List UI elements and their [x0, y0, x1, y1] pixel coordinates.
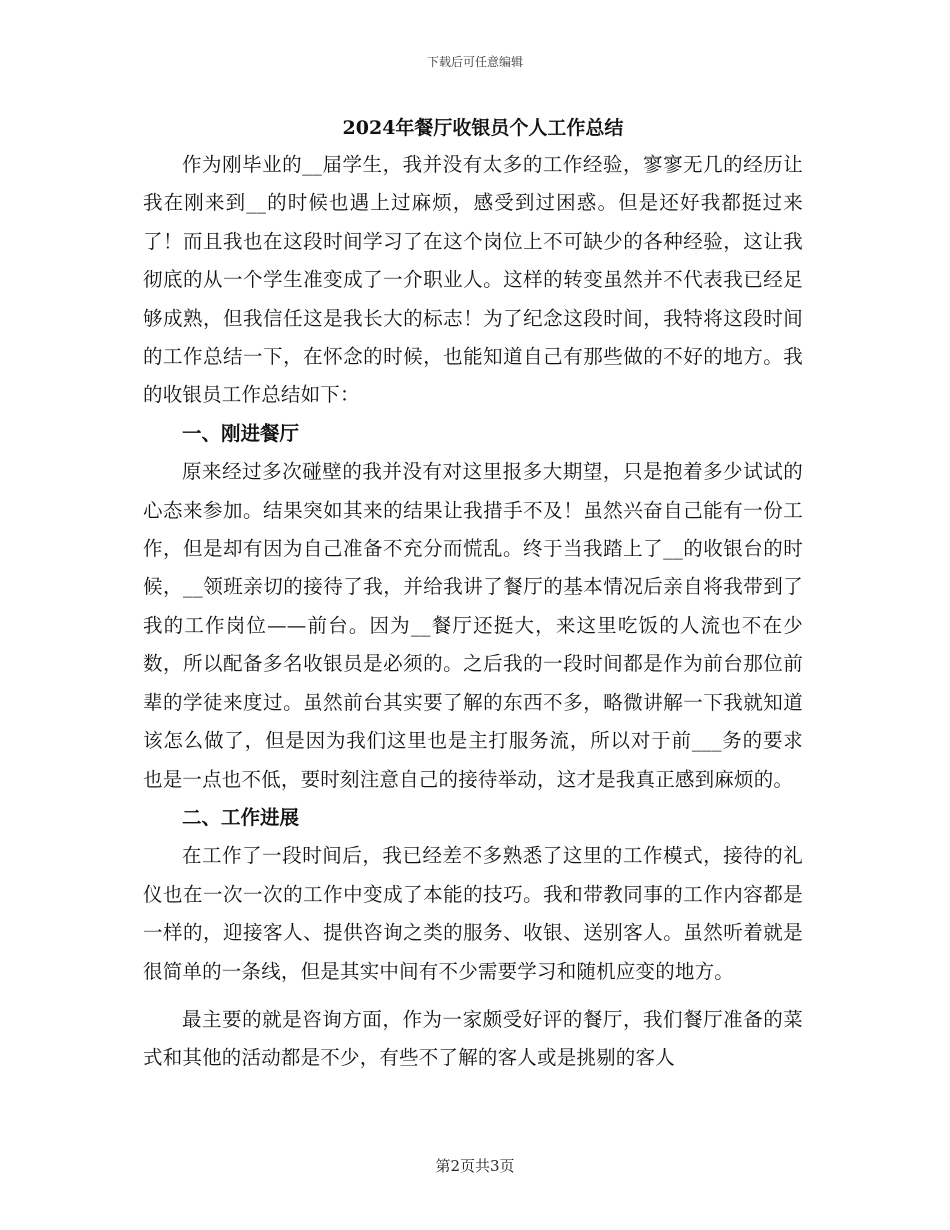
document-body [143, 112, 803, 1078]
intro-paragraph: 作为刚毕业的__届学生，我并没有太多的工作经验，寥寥无几的经历让我在刚来到__的时候也遇上过麻烦，感受到过困惑。但是还好我都挺过来了！而且我也在这段时间学习了在这个岗位上不可缺少的各种经验，这让我彻底的从一个学生准变成了一介职业人。这样的转变虽然并不代表我已经足够成熟，但我信任这是我长大的标志！为了纪念这段时间，我特将这段时间的工作总结一下，在怀念的时候，也能知道自己有那些做的不好的地方。我的收银员工作总结如下： [143, 153, 803, 407]
section-2-paragraph-2: 最主要的就是咨询方面，作为一家颇受好评的餐厅，我们餐厅准备的菜式和其他的活动都是不少，有些不了解的客人或是挑剔的客人 [143, 1007, 803, 1070]
section-2-paragraph-1: 在工作了一段时间后，我已经差不多熟悉了这里的工作模式，接待的礼仪也在一次一次的工作中变成了本能的技巧。我和带教同事的工作内容都是一样的，迎接客人、提供咨询之类的服务、收银、送别客人。虽然听着就是很简单的一条线，但是其实中间有不少需要学习和随机应变的地方。 [143, 844, 803, 983]
page-header-note: 下载后可任意编辑 [426, 55, 523, 69]
section-heading-2: 二、工作进展 [182, 805, 300, 829]
section-heading-1: 一、刚进餐厅 [182, 421, 300, 445]
page-footer-number: 第2页共3页 [435, 1157, 515, 1175]
section-1-paragraph: 原来经过多次碰壁的我并没有对这里报多大期望，只是抱着多少试试的心态来参加。结果突如其来的结果让我措手不及！虽然兴奋自己能有一份工作，但是却有因为自己准备不充分而慌乱。终于当我踏上了__的收银台的时候，__领班亲切的接待了我，并给我讲了餐厅的基本情况后亲自将我带到了我的工作岗位——前台。因为__餐厅还挺大，来这里吃饭的人流也不在少数，所以配备多名收银员是必须的。之后我的一段时间都是作为前台那位前辈的学徒来度过。虽然前台其实要了解的东西不多，略微讲解一下我就知道该怎么做了，但是因为我们这里也是主打服务流，所以对于前___务的要求也是一点也不低，要时刻注意自己的接待举动，这才是我真正感到麻烦的。 [143, 460, 803, 791]
document-title: 2024年餐厅收银员个人工作总结 [342, 117, 624, 139]
